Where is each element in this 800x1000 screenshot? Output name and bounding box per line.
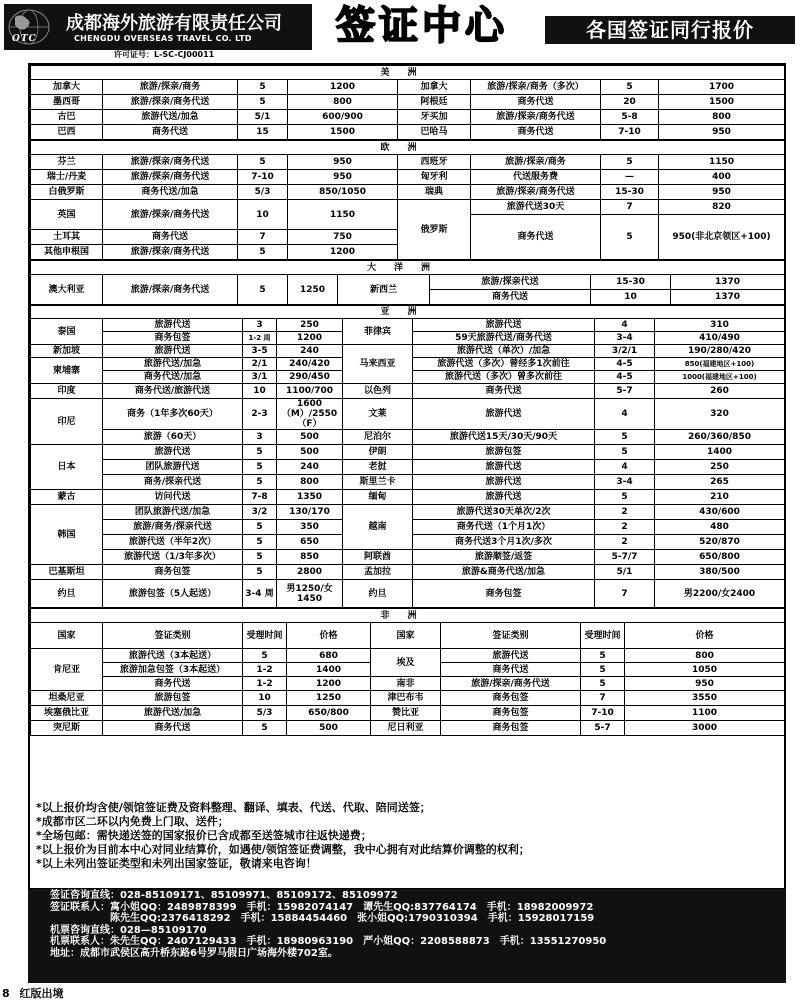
table-row: 柬埔寨 旅游代送/加急 2/1 240/420 旅游代送（多次）曾经多1次前往 4-5 850(福建地区+100) [31,358,785,371]
table-row: 新加坡 旅游代送 3-5 240 马来西亚 旅游代送（单次）/加急 3/2/1 190/280/420 [31,345,785,358]
table-row: 加拿大 旅游/探亲/商务 5 1200 加拿大 旅游/探亲/商务（多次） 5 1700 [31,80,785,95]
company-logo-banner [4,4,312,50]
logo-text: OTC [12,34,37,44]
table-row: 商务/探亲代送 5 800 斯里兰卡 旅游代送 3-4 265 [31,475,785,490]
table-row: 旅游/商务/探亲代送 5 350 商务代送（1个月1次） 2 480 [31,520,785,535]
header [2,2,798,60]
notes [36,801,784,871]
table-row: 印度 商务代送/旅游代送 10 1100/700 以色列 商务代送 5-7 260 [31,384,785,399]
table-row: 旅游（60天） 3 500 尼泊尔 旅游代送15天/30天/90天 5 260/360/850 [31,430,785,445]
note-line: *成都市区二环以内免费上门取、送件； [36,815,229,828]
note-line: *以上报价为目前本中心对同业结算价，如遇使/领馆签证费调整，我中心拥有对此结算价调整的权利； [36,843,530,856]
company-name-en: CHENGDU OVERSEAS TRAVEL CO. LTD [74,34,252,43]
table-row: 商务代送 5 950(非北京领区+100) [31,215,785,230]
africa-table [30,608,785,736]
price-banner: 各国签证同行报价 [545,16,795,44]
table-row: 旅游代送（半年2次） 5 650 商务代送3个月1次/多次 2 520/870 [31,535,785,550]
table-row: 突尼斯 商务代送 5 500 尼日利亚 商务包签 5-7 3000 [31,721,785,736]
table-row: 约旦 旅游包签（5人起送） 3-4 周 男1250/女1450 约旦 商务包签 7 男2200/女2400 [31,580,785,608]
table-row: 旅游加急包签（3本起送） 1-2 1400 商务代送 5 1050 [31,663,785,677]
contact-line: 签证咨询直线：028-85109171、85109971、85109172、85109972 [50,890,398,901]
oceania-table [30,260,785,305]
table-row: 团队旅游代送 5 240 老挝 旅游代送 4 250 [31,460,785,475]
table-row: 商务代送/加急 3/1 290/450 旅游代送（多次）曾多次前往 4-5 1000(福建地区+100) [31,371,785,384]
asia-table [30,305,785,608]
contact-line: 地址：成都市武侯区高升桥东路6号罗马假日广场海外楼702室。 [50,947,338,959]
table-row: 墨西哥 旅游/探亲/商务代送 5 800 阿根廷 商务代送 20 1500 [31,95,785,110]
note-line: *以上未列出签证类型和未列出国家签证，敬请来电咨询！ [36,857,317,870]
note-line: *以上报价均含使/领馆签证费及资料整理、翻译、填表、代送、代取、陪同送签； [36,801,431,814]
company-name-cn: 成都海外旅游有限责任公司 [66,13,282,34]
table-row: 英国 旅游/探亲/商务代送 10 1150 俄罗斯 旅游代送30天 7 820 [31,200,785,215]
magazine-name: 红版出境 [19,987,64,1000]
section-oceania: 大洋洲 [31,261,785,275]
table-row: 巴西 商务代送 15 1500 巴哈马 商务代送 7-10 950 [31,125,785,140]
table-row: 商务代送 10 1370 [31,290,785,305]
table-row: 埃塞俄比亚 旅游代送/加急 5/3 650/800 赞比亚 商务包签 7-10 1100 [31,706,785,721]
table-row: 旅游代送（1/3年多次） 5 850 阿联酋 旅游顺签/返签 5-7/7 650/800 [31,550,785,565]
note-line: *全场包邮：需快递送签的国家报价已含成都至送签城市往返快递费； [36,829,372,842]
table-row: 瑞士/丹麦 旅游/探亲/商务代送 7-10 950 匈牙利 代送服务费 — 400 [31,170,785,185]
contact-box [28,889,786,983]
americas-table [30,65,785,140]
section-asia: 亚洲 [31,306,785,319]
contact-line: 陈先生QQ:2376418292 手机：15884454460 张小姐QQ:1790310394 手机：15928017159 [50,913,595,924]
table-row: 商务包签 1-2 周 1200 59天旅游代送/商务代送 3-4 410/490 [31,332,785,345]
table-row: 巴基斯坦 商务包签 5 2800 孟加拉 旅游&商务代送/加急 5/1 380/500 [31,565,785,580]
table-row: 蒙古 访问代送 7-8 1350 缅甸 旅游代送 5 210 [31,490,785,505]
table-header-row: 国家 签证类别 受理时间 价格 国家 签证类别 受理时间 价格 [31,623,785,649]
table-row: 土耳其 商务代送 7 750 [31,230,785,245]
contact-line: 签证联系人：寓小姐QQ：2489878399 手机：15982074147 谭先生QQ:837764174 手机：18982009972 [50,901,594,913]
table-row: 韩国 团队旅游代送/加急 3/2 130/170 越南 旅游代送30天单次/2次 2 430/600 [31,505,785,520]
page-number: 8 [2,987,10,1000]
table-row: 白俄罗斯 商务代送/加急 5/3 850/1050 瑞典 旅游/探亲/商务代送 15-30 950 [31,185,785,200]
price-tables [30,65,784,736]
contact-line: 机票联系人：朱先生QQ：2407129433 手机：18980963190 严小姐QQ：2208588873 手机：13551270950 [50,936,607,947]
table-row: 肯尼亚 旅游代送（3本起送） 5 680 埃及 旅游代送 5 800 [31,649,785,663]
table-row: 其他申根国 旅游/探亲/商务代送 5 1200 [31,245,785,260]
table-row: 日本 旅游代送 5 500 伊朗 旅游包签 5 1400 [31,445,785,460]
table-row: 印尼 商务（1年多次60天） 2-3 1600（M）/2550（F） 文莱 旅游代送 4 320 [31,399,785,430]
europe-table [30,140,785,260]
table-row: 芬兰 旅游/探亲/商务代送 5 950 西班牙 旅游/探亲/商务 5 1150 [31,155,785,170]
table-row: 泰国 旅游代送 3 250 菲律宾 旅游代送 4 310 [31,319,785,332]
section-americas: 美洲 [31,66,785,80]
license-number: 许可证号：L-SC-CJ00011 [114,50,215,59]
table-row: 古巴 旅游代送/加急 5/1 600/900 牙买加 旅游/探亲/商务代送 5-8 800 [31,110,785,125]
page-footer [2,985,64,1000]
table-row: 坦桑尼亚 旅游包签 10 1250 津巴布韦 商务包签 7 3550 [31,691,785,706]
table-row: 商务代送 1-2 1200 南非 旅游/探亲/商务代送 5 950 [31,677,785,691]
table-row: 澳大利亚 旅游/探亲/商务代送 5 1250 新西兰 旅游/探亲代送 15-30 1370 [31,275,785,290]
contact-line: 机票咨询直线：028—85109170 [50,924,207,936]
section-africa: 非洲 [31,609,785,623]
visa-center-title: 签证中心 [336,4,509,49]
section-europe: 欧洲 [31,141,785,155]
